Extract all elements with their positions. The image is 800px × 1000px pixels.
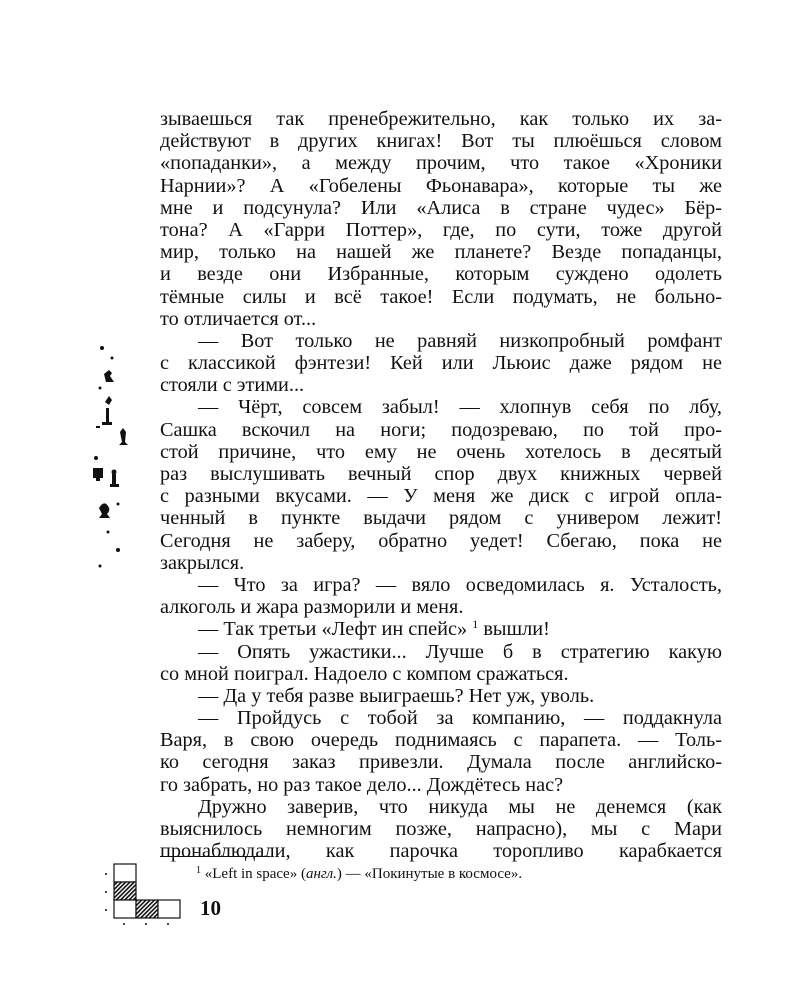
text-line [160, 618, 722, 640]
text-line: с классикой фэнтези! Кей или Льюис даже рядом не [160, 352, 722, 375]
text-line: Нарнии»? А «Гобелены Фьонавара», которые ты же [160, 174, 722, 197]
text-line: действуют в других книгах! Вот ты плюёшься словом [160, 130, 722, 153]
text-line: го забрать, но раз такое дело... Дождётесь нас? [160, 773, 564, 796]
text-line: ченный в пункте выдачи рядом с универом лежит! [160, 507, 722, 530]
text-line: стояли с этими... [160, 374, 305, 397]
text-line: — Вот только не равняй низкопробный ромфант [198, 329, 722, 352]
text-line: Сегодня не заберу, обратно уедет! Сбегаю, пока не [160, 529, 722, 552]
text-line: — Опять ужастики... Лучше б в стратегию какую [198, 640, 722, 663]
text-line: алкоголь и жара разморили и меня. [160, 596, 464, 619]
footnote-divider [160, 856, 270, 857]
footnote-translation: — «Покинутые в космосе». [345, 866, 523, 882]
text-line: ко сегодня заказ привезли. Думала после английско- [160, 751, 722, 774]
text-line: то отличается от... [160, 307, 317, 330]
line-text: — Так третьи «Лефт ин спейс» [198, 618, 468, 641]
line-text: вышли! [478, 618, 550, 641]
text-line: мне и подсунула? Или «Алиса в стране чудес» Бёр- [160, 196, 722, 219]
text-line: Дружно заверив, что никуда мы не денемся (как [198, 795, 722, 818]
main-text [160, 108, 722, 862]
text-line: — Пройдусь с тобой за компанию, — поддакнула [198, 707, 722, 730]
footnote-lang: англ. [305, 866, 337, 882]
text-line: зываешься так пренебрежительно, как только их за- [160, 108, 722, 130]
text-line: Варя, в свою очередь поднимаясь с парапета. — Толь- [160, 729, 722, 752]
text-line: — Да у тебя разве выиграешь? Нет уж, уволь. [198, 684, 595, 707]
page-number: 10 [200, 896, 221, 920]
chess-pieces-icon [90, 340, 140, 580]
footnote: $^1$ «Left in space» (англ.) — «Покинутые в космосе». [196, 865, 523, 882]
footnote-ref[interactable]: 1 [472, 617, 479, 632]
footnote-original: «Left in space» [204, 866, 298, 882]
text-line: стой причине, что ему не очень хотелось в десятый [160, 440, 722, 463]
text-line: Сашка вскочил на ноги; подозреваю, по той про- [160, 418, 722, 441]
text-line: и везде они Избранные, которым суждено одолеть [160, 263, 722, 286]
text-line: — Что за игра? — вяло осведомилась я. Усталость, [198, 573, 722, 596]
text-line: пронаблюдали, как парочка торопливо карабкается [160, 840, 722, 863]
text-line: со мной поиграл. Надоело с компом сражаться. [160, 662, 569, 685]
text-line: тона? А «Гарри Поттер», где, по сути, тоже другой [160, 218, 722, 241]
text-line: мир, только на нашей же планете? Везде попаданцы, [160, 241, 722, 264]
text-line: закрылся. [160, 551, 245, 574]
text-line: тёмные силы и всё такое! Если подумать, не больно- [160, 285, 722, 308]
footnote-marker: 1 [196, 865, 201, 876]
chess-grid-icon [100, 860, 190, 930]
text-line: с разными вкусами. — У меня же диск с игрой опла- [160, 485, 722, 508]
text-line: раз выслушивать вечный спор двух книжных червей [160, 463, 722, 485]
text-line: выяснилось немногим позже, напрасно), мы с Мари [160, 818, 722, 840]
text-line: — Чёрт, совсем забыл! — хлопнув себя по лбу, [198, 396, 722, 419]
text-line: «попаданки», а между прочим, что такое «Хроники [160, 152, 722, 175]
